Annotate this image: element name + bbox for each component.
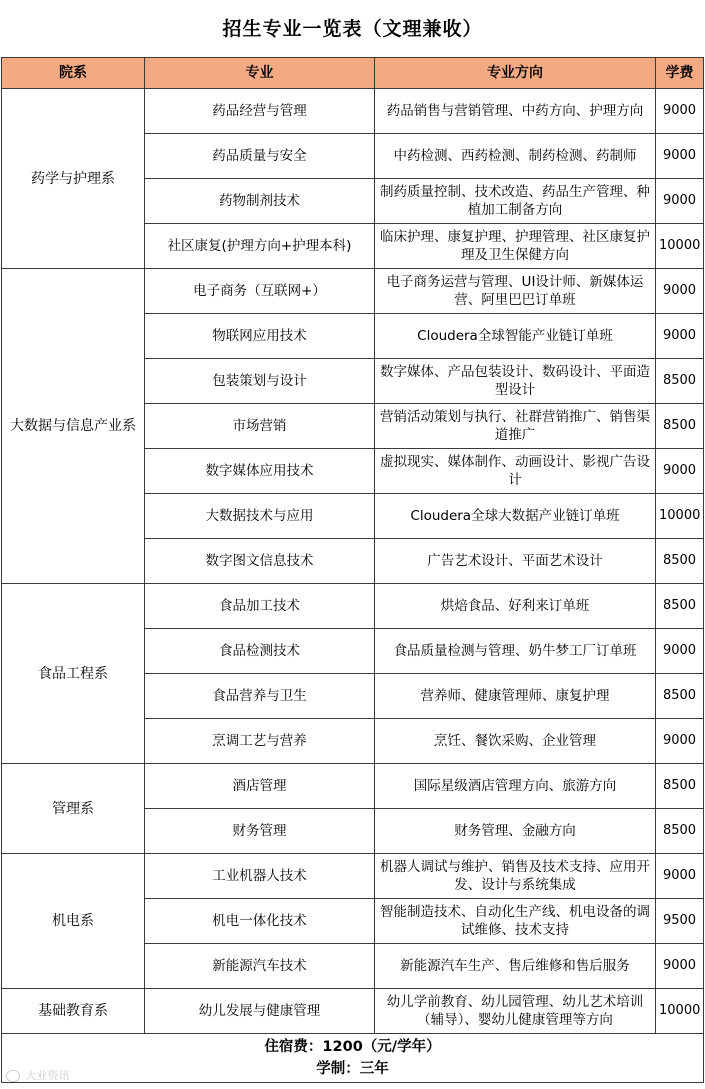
direction-cell: 财务管理、金融方向 [375, 809, 656, 854]
major-cell: 工业机器人技术 [145, 854, 375, 899]
major-cell: 大数据技术与应用 [145, 494, 375, 539]
watermark-text: 大业资讯 [25, 1069, 70, 1082]
major-cell: 电子商务（互联网+） [145, 269, 375, 314]
fee-cell: 8500 [656, 539, 704, 584]
major-cell: 物联网应用技术 [145, 314, 375, 359]
major-cell: 药品质量与安全 [145, 134, 375, 179]
table-header-row [2, 58, 704, 89]
dept-cell: 基础教育系 [2, 989, 145, 1034]
direction-cell: 烹饪、餐饮采购、企业管理 [375, 719, 656, 764]
dept-cell: 管理系 [2, 764, 145, 854]
direction-cell: 中药检测、西药检测、制药检测、药制师 [375, 134, 656, 179]
header-major: 专业 [145, 58, 375, 89]
direction-cell: 药品销售与营销管理、中药方向、护理方向 [375, 89, 656, 134]
fee-cell: 9000 [656, 944, 704, 989]
dept-cell: 药学与护理系 [2, 89, 145, 269]
fee-cell: 10000 [656, 494, 704, 539]
study-duration: 学制：三年 [316, 1061, 389, 1077]
enrollment-table [1, 57, 704, 1083]
page-title: 招生专业一览表（文理兼收） [222, 18, 483, 40]
fee-cell: 9000 [656, 134, 704, 179]
major-cell: 新能源汽车技术 [145, 944, 375, 989]
fee-cell: 9000 [656, 854, 704, 899]
direction-cell: 临床护理、康复护理、护理管理、社区康复护理及卫生保健方向 [375, 224, 656, 269]
major-cell: 药品经营与管理 [145, 89, 375, 134]
direction-cell: 广告艺术设计、平面艺术设计 [375, 539, 656, 584]
direction-cell: 国际星级酒店管理方向、旅游方向 [375, 764, 656, 809]
header-dept: 院系 [2, 58, 145, 89]
direction-cell: 机器人调试与维护、销售及技术支持、应用开发、设计与系统集成 [375, 854, 656, 899]
fee-cell: 10000 [656, 224, 704, 269]
major-cell: 机电一体化技术 [145, 899, 375, 944]
fee-cell: 9500 [656, 899, 704, 944]
direction-cell: 制药质量控制、技术改造、药品生产管理、种植加工制备方向 [375, 179, 656, 224]
header-direction: 专业方向 [375, 58, 656, 89]
table-row [2, 989, 704, 1034]
table-row [2, 269, 704, 314]
direction-cell: 营养师、健康管理师、康复护理 [375, 674, 656, 719]
header-fee: 学费 [656, 58, 704, 89]
major-cell: 市场营销 [145, 404, 375, 449]
fee-cell: 8500 [656, 674, 704, 719]
fee-cell: 9000 [656, 449, 704, 494]
lodging-fee: 住宿费：1200（元/学年） [264, 1039, 441, 1055]
direction-cell: 数字媒体、产品包装设计、数码设计、平面造型设计 [375, 359, 656, 404]
watermark [6, 1067, 70, 1083]
major-cell: 酒店管理 [145, 764, 375, 809]
major-cell: 财务管理 [145, 809, 375, 854]
major-cell: 食品加工技术 [145, 584, 375, 629]
direction-cell: Cloudera全球大数据产业链订单班 [375, 494, 656, 539]
direction-cell: 食品质量检测与管理、奶牛梦工厂订单班 [375, 629, 656, 674]
direction-cell: 新能源汽车生产、售后维修和售后服务 [375, 944, 656, 989]
major-cell: 数字媒体应用技术 [145, 449, 375, 494]
direction-cell: 智能制造技术、自动化生产线、机电设备的调试维修、技术支持 [375, 899, 656, 944]
fee-cell: 8500 [656, 764, 704, 809]
dept-cell: 食品工程系 [2, 584, 145, 764]
direction-cell: 电子商务运营与管理、UI设计师、新媒体运营、阿里巴巴订单班 [375, 269, 656, 314]
fee-cell: 9000 [656, 719, 704, 764]
fee-cell: 8500 [656, 404, 704, 449]
major-cell: 食品营养与卫生 [145, 674, 375, 719]
fee-cell: 9000 [656, 629, 704, 674]
footer-cell [2, 1034, 704, 1083]
dept-cell: 大数据与信息产业系 [2, 269, 145, 584]
direction-cell: 烘焙食品、好利来订单班 [375, 584, 656, 629]
table-row [2, 89, 704, 134]
fee-cell: 10000 [656, 989, 704, 1034]
fee-cell: 9000 [656, 269, 704, 314]
major-cell: 社区康复(护理方向+护理本科) [145, 224, 375, 269]
major-cell: 包装策划与设计 [145, 359, 375, 404]
major-cell: 幼儿发展与健康管理 [145, 989, 375, 1034]
table-row [2, 764, 704, 809]
direction-cell: Cloudera全球智能产业链订单班 [375, 314, 656, 359]
fee-cell: 8500 [656, 359, 704, 404]
direction-cell: 营销活动策划与执行、社群营销推广、销售渠道推广 [375, 404, 656, 449]
direction-cell: 幼儿学前教育、幼儿园管理、幼儿艺术培训（辅导）、婴幼儿健康管理等方向 [375, 989, 656, 1034]
fee-cell: 8500 [656, 809, 704, 854]
table-row [2, 854, 704, 899]
watermark-logo-icon [6, 1070, 20, 1082]
major-cell: 数字图文信息技术 [145, 539, 375, 584]
major-cell: 药物制剂技术 [145, 179, 375, 224]
dept-cell: 机电系 [2, 854, 145, 989]
direction-cell: 虚拟现实、媒体制作、动画设计、影视广告设计 [375, 449, 656, 494]
fee-cell: 9000 [656, 179, 704, 224]
table-row [2, 584, 704, 629]
fee-cell: 9000 [656, 314, 704, 359]
major-cell: 烹调工艺与营养 [145, 719, 375, 764]
major-cell: 食品检测技术 [145, 629, 375, 674]
fee-cell: 8500 [656, 584, 704, 629]
fee-cell: 9000 [656, 89, 704, 134]
footer-row [2, 1034, 704, 1083]
